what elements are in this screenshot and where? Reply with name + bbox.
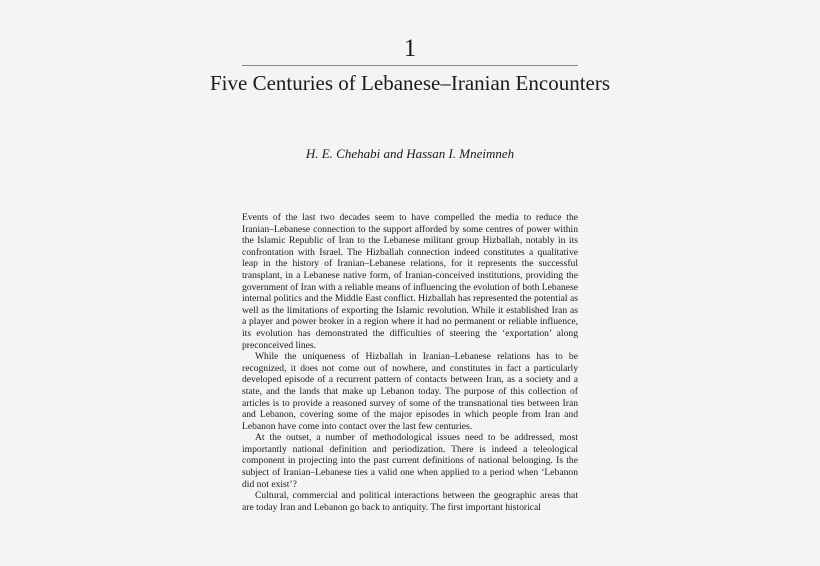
chapter-authors: H. E. Chehabi and Hassan I. Mneimneh xyxy=(305,146,515,161)
chapter-number: 1 xyxy=(403,35,417,62)
paragraph-2: While the uniqueness of Hizballah in Iranian–Lebanese relations has to be recognized, it does not come out of nowhere, and constitutes in fact a particularly developed episode of a recurrent pattern of contacts between Iran, as a society and a state, and the lands that make up Lebanon today. The purpose of this collection of articles is to provide a reasoned survey of some of the transnational ties between Iran and Lebanon, covering some of the major episodes in which people from Iran and Lebanon have come into contact over the last few centuries. xyxy=(242,351,578,432)
body-text xyxy=(242,212,578,513)
paragraph-3: At the outset, a number of methodological issues need to be addressed, most importantly national definition and periodization. There is indeed a teleological component in projecting into the past current definitions of national belonging. Is the subject of Iranian–Lebanese ties a valid one when applied to a period when ‘Lebanon did not exist’? xyxy=(242,432,578,490)
paragraph-4: Cultural, commercial and political interactions between the geographic areas that are today Iran and Lebanon go back to antiquity. The first important historical xyxy=(242,490,578,513)
chapter-title: Five Centuries of Lebanese–Iranian Encounters xyxy=(209,71,611,95)
title-rule xyxy=(242,65,578,66)
paragraph-1: Events of the last two decades seem to have compelled the media to reduce the Iranian–Lebanese connection to the support afforded by some centres of power within the Islamic Republic of Iran to the Lebanese militant group Hizballah, notably in its confrontation with Israel. The Hizballah connection indeed constitutes a qualitative leap in the history of Iranian–Lebanese relations, for it represents the successful transplant, in a Lebanese native form, of Iranian-conceived institutions, providing the government of Iran with a reliable means of influencing the evolution of both Lebanese internal politics and the Middle East conflict. Hizballah has represented the potential as well as the limitations of exporting the Islamic revolution. While it established Iran as a player and power broker in a region where it had no permanent or reliable influence, its evolution has demonstrated the difficulties of steering the ‘exportation’ along preconceived lines. xyxy=(242,212,578,351)
